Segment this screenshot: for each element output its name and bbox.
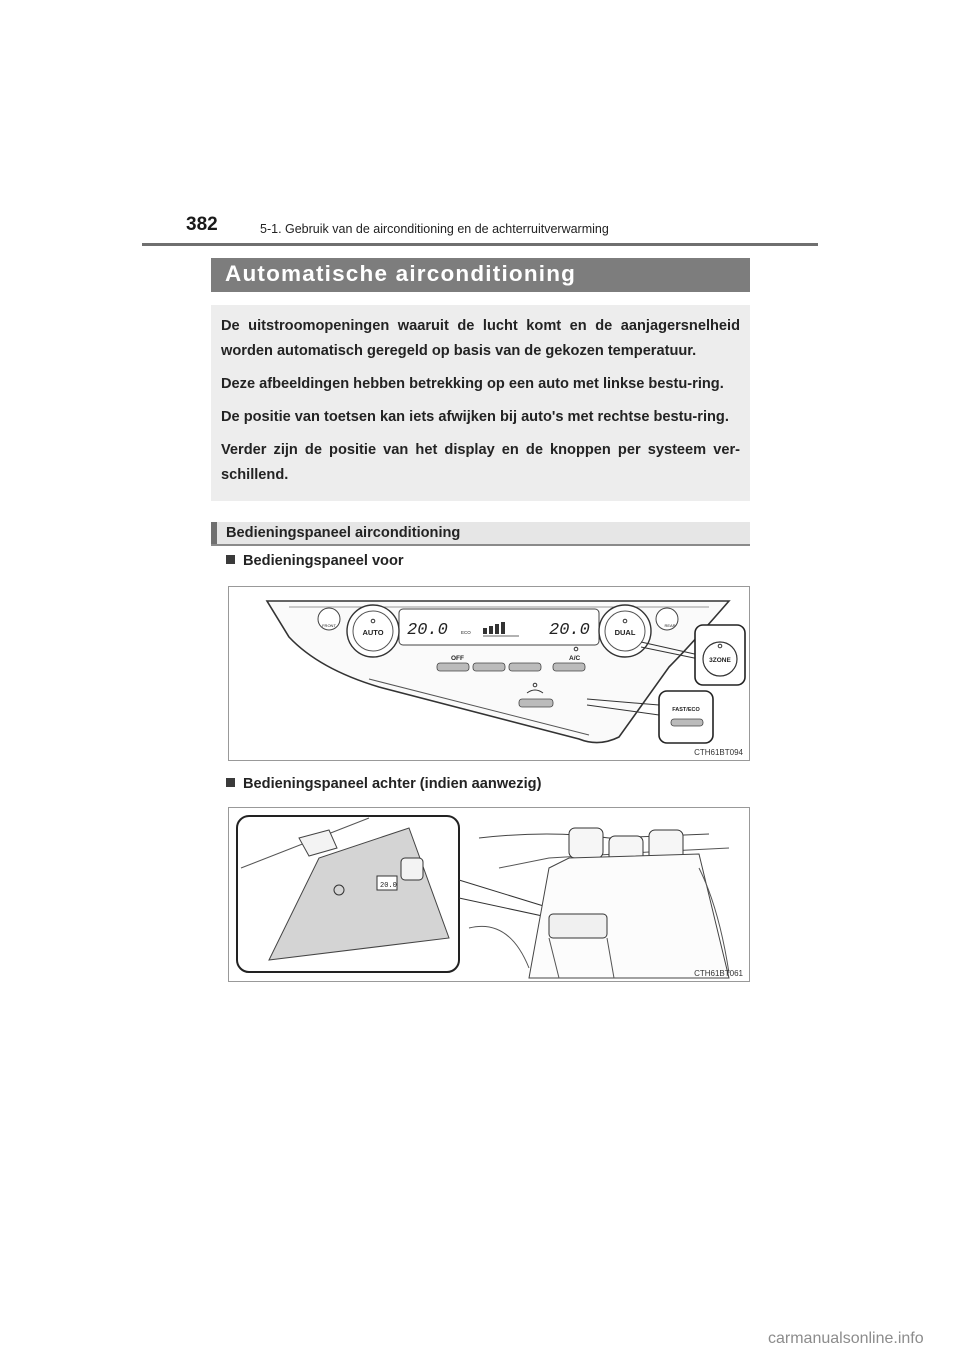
rear-panel-heading-text: Bedieningspaneel achter (indien aanwezig)	[243, 776, 542, 792]
section-title: Automatische airconditioning	[225, 261, 577, 286]
auto-label: AUTO	[362, 628, 384, 637]
fan-off-label: OFF	[451, 655, 464, 662]
intro-paragraph: Verder zijn de positie van het display en de knoppen per systeem ver-schillend.	[221, 442, 740, 483]
front-panel-figure	[228, 586, 750, 761]
rear-defrost-label: REAR	[664, 623, 676, 628]
ac-label: A/C	[569, 655, 581, 662]
figure-code: CTH61BT061	[694, 969, 743, 978]
rear-panel-illustration	[229, 808, 750, 982]
section-banner	[211, 258, 750, 292]
three-zone-label: 3ZONE	[709, 657, 731, 664]
intro-box	[211, 305, 750, 501]
left-temp-display: 20.0	[407, 621, 448, 640]
right-temp-display: 20.0	[549, 621, 590, 640]
page-number: 382	[186, 214, 218, 235]
fast-eco-label: FAST/ECO	[672, 707, 700, 713]
front-defrost-label: FRONT	[322, 623, 336, 628]
front-panel-heading	[226, 553, 404, 569]
intro-paragraph: De uitstroomopeningen waaruit de lucht komt en de aanjagersnelheid worden automatisch geregeld op basis van de gekozen temperatuur.	[221, 318, 740, 359]
subsection-title: Bedieningspaneel airconditioning	[226, 525, 461, 541]
dual-label: DUAL	[614, 628, 636, 637]
rear-seat-sketch	[469, 828, 729, 978]
rear-panel-figure	[228, 807, 750, 982]
figure-code: CTH61BT094	[694, 748, 743, 757]
eco-indicator: ECO	[461, 630, 471, 635]
front-panel-heading-text: Bedieningspaneel voor	[243, 553, 404, 569]
rear-temp-display: 20.0	[380, 882, 397, 890]
bullet-square-icon	[226, 555, 235, 564]
subsection-marker	[211, 522, 217, 544]
front-panel-illustration	[229, 587, 750, 761]
intro-paragraph: De positie van toetsen kan iets afwijken bij auto's met rechtse bestu-ring.	[221, 409, 729, 425]
rear-panel-heading	[226, 776, 541, 792]
bullet-square-icon	[226, 778, 235, 787]
intro-paragraph: Deze afbeeldingen hebben betrekking op een auto met linkse bestu-ring.	[221, 376, 724, 392]
chapter-title: 5-1. Gebruik van de airconditioning en de achterruitverwarming	[260, 222, 609, 236]
watermark: carmanualsonline.info	[768, 1330, 924, 1347]
subsection-heading	[211, 522, 750, 546]
header-divider	[142, 243, 818, 246]
